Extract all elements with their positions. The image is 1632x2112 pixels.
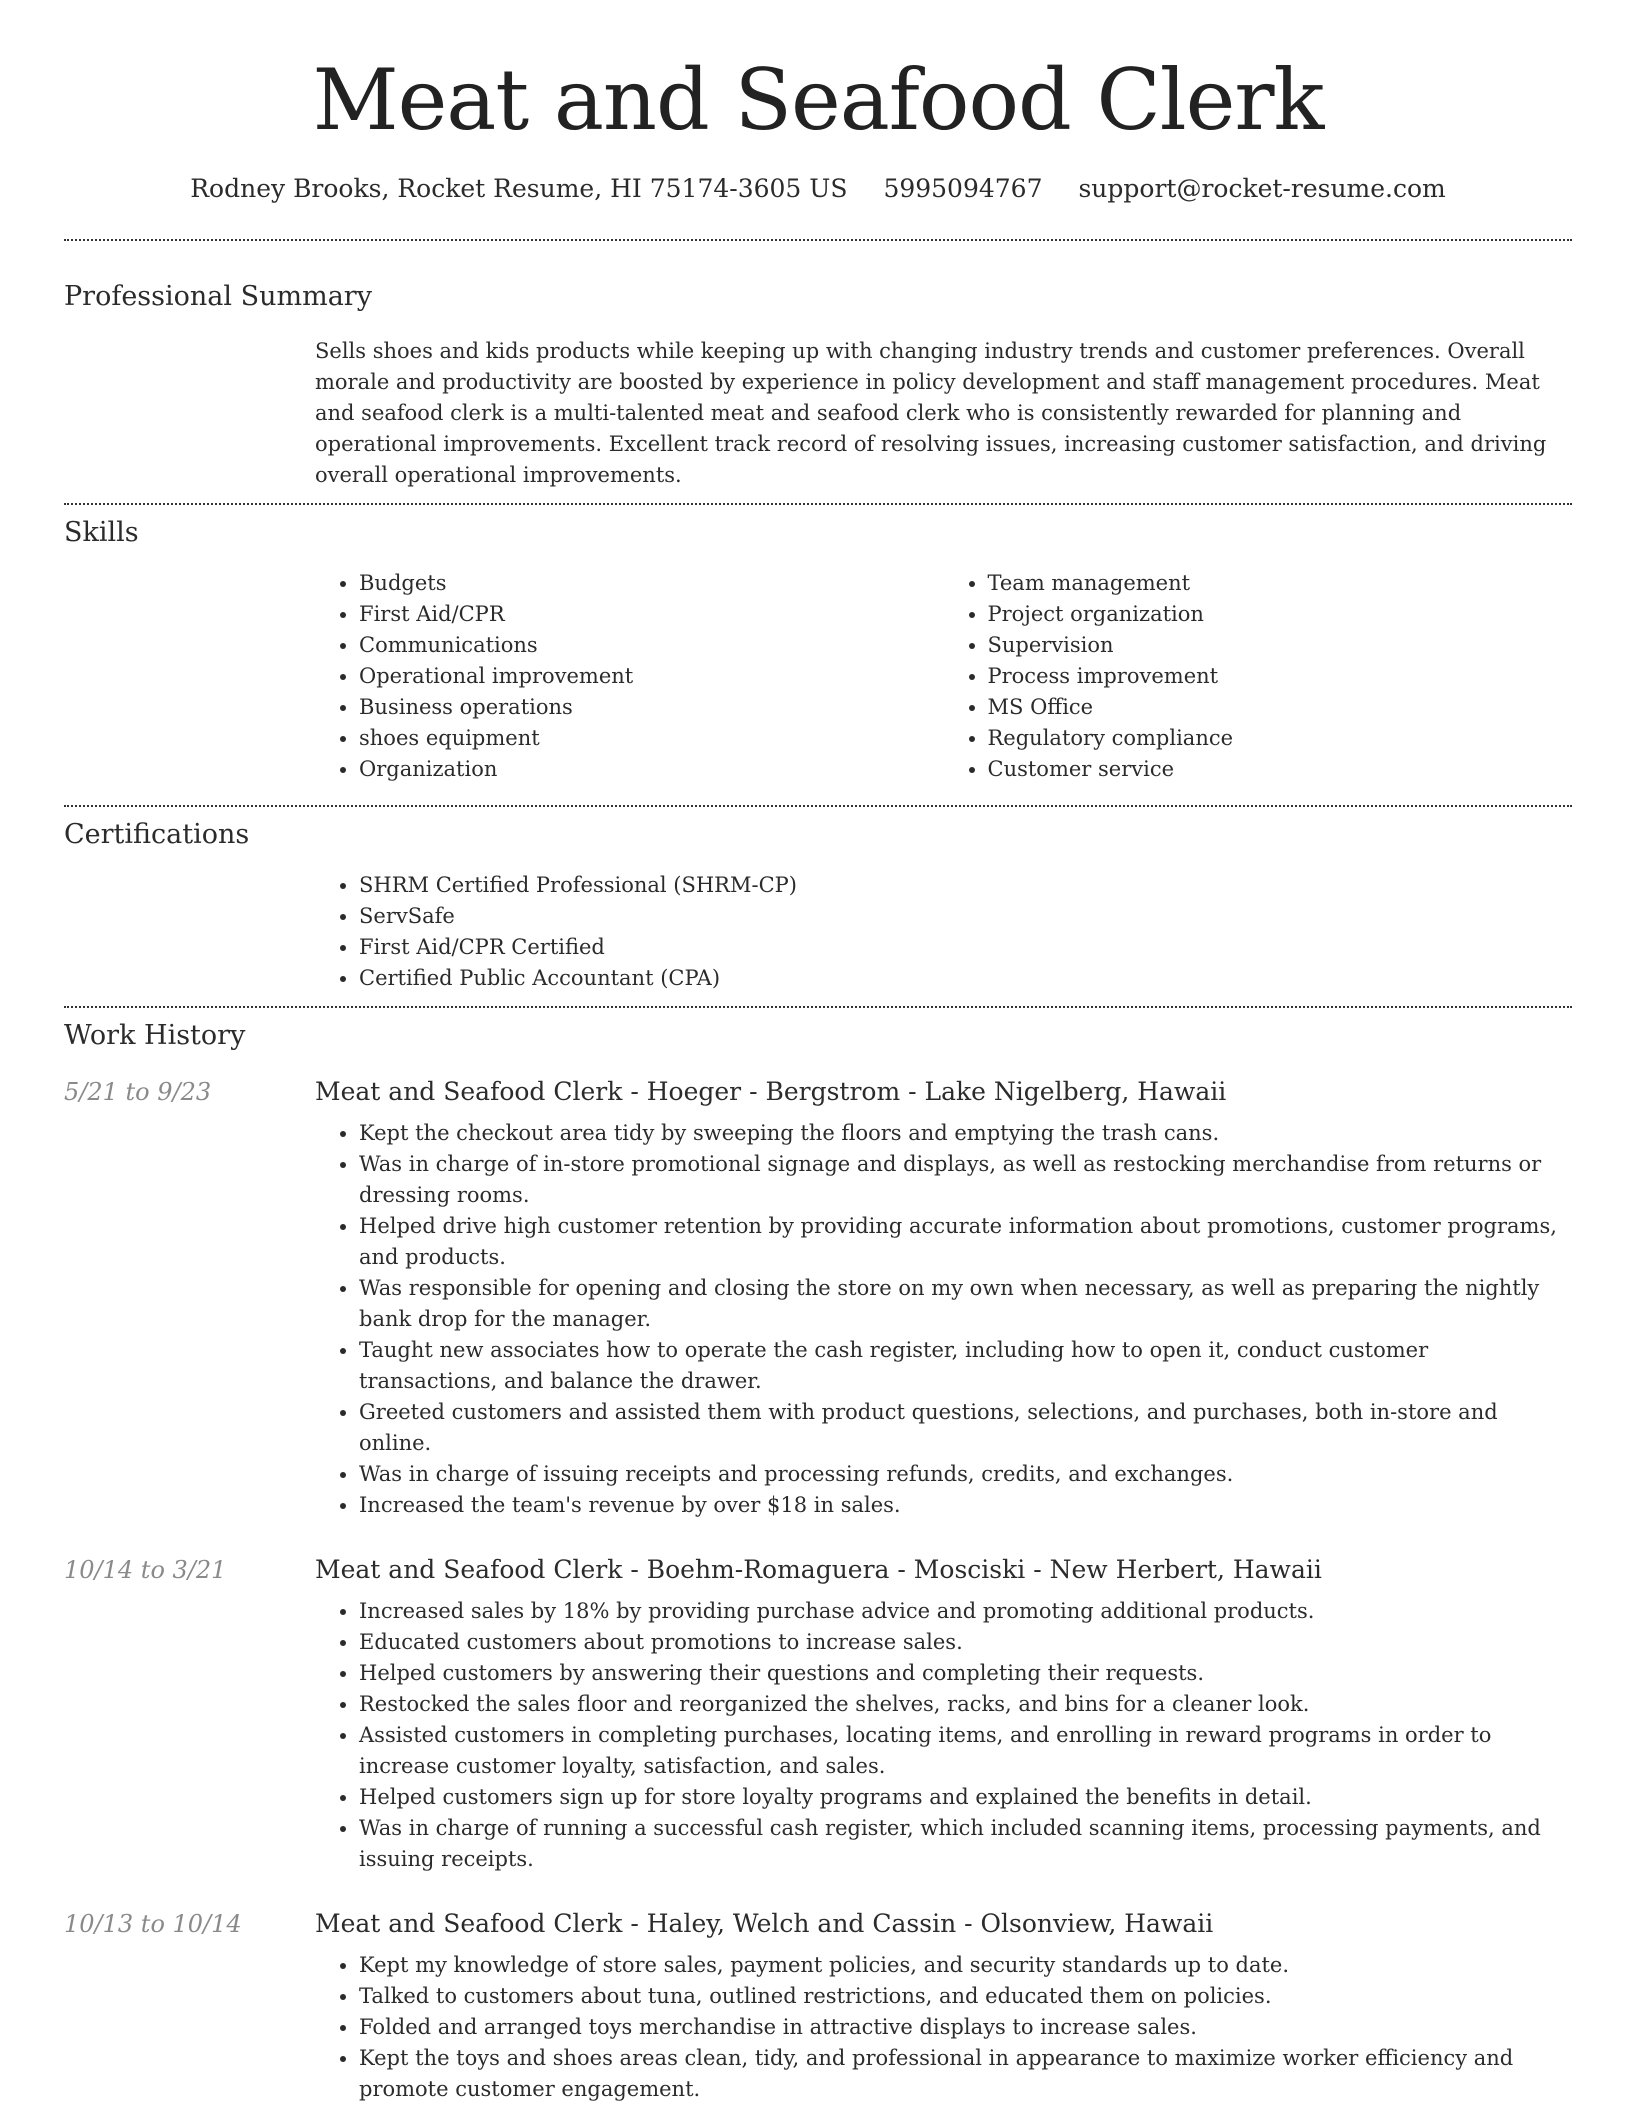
job-bullet: • Helped drive high customer retention by providing accurate information about promotions, customer programs, and products. bbox=[359, 1211, 1572, 1273]
job-bullet: • Restocked the sales floor and reorganized the shelves, racks, and bins for a cleaner look. bbox=[359, 1689, 1572, 1720]
job-bullet: • Greeted customers and assisted them with product questions, selections, and purchases, both in-store and online. bbox=[359, 1397, 1572, 1459]
skill-item: • Supervision bbox=[988, 630, 1573, 661]
certifications-heading: Certifications bbox=[64, 819, 250, 850]
contact-line bbox=[64, 174, 1572, 203]
resume-title: Meat and Seafood Clerk bbox=[312, 51, 1324, 149]
summary-heading: Professional Summary bbox=[64, 281, 372, 312]
certifications-list bbox=[315, 870, 1572, 994]
skill-item: • Team management bbox=[988, 568, 1573, 599]
work-heading: Work History bbox=[64, 1020, 246, 1051]
skills-list-right bbox=[944, 568, 1573, 785]
job-bullet: • Was in charge of issuing receipts and processing refunds, credits, and exchanges. bbox=[359, 1459, 1572, 1490]
skill-item: • MS Office bbox=[988, 692, 1573, 723]
skill-item: • Budgets bbox=[359, 568, 944, 599]
job-entry bbox=[64, 1555, 1572, 1875]
job-title: Meat and Seafood Clerk - Haley, Welch and Cassin - Olsonview, Hawaii bbox=[315, 1909, 1214, 1938]
certification-item: • ServSafe bbox=[359, 901, 1572, 932]
skill-item: • Organization bbox=[359, 754, 944, 785]
job-header bbox=[64, 1909, 1572, 1938]
certifications-section bbox=[64, 807, 1572, 994]
job-dates: 10/14 to 3/21 bbox=[64, 1556, 227, 1584]
skill-item: • Process improvement bbox=[988, 661, 1573, 692]
job-bullet: • Educated customers about promotions to increase sales. bbox=[359, 1627, 1572, 1658]
certifications-body bbox=[315, 870, 1572, 994]
job-title: Meat and Seafood Clerk - Hoeger - Bergstrom - Lake Nigelberg, Hawaii bbox=[315, 1077, 1227, 1106]
job-bullet: • Was in charge of in-store promotional signage and displays, as well as restocking merchandise from returns or dressing rooms. bbox=[359, 1149, 1572, 1211]
job-bullets bbox=[315, 1596, 1572, 1875]
job-bullet: • Increased sales by 18% by providing purchase advice and promoting additional products. bbox=[359, 1596, 1572, 1627]
skills-list-left bbox=[315, 568, 944, 785]
contact-email: support@rocket-resume.com bbox=[1078, 174, 1446, 203]
skill-item: • shoes equipment bbox=[359, 723, 944, 754]
contact-phone: 5995094767 bbox=[883, 174, 1043, 203]
job-bullet: • Talked to customers about tuna, outlined restrictions, and educated them on policies. bbox=[359, 1981, 1572, 2012]
job-bullet: • Was in charge of running a successful cash register, which included scanning items, processing payments, and issuing receipts. bbox=[359, 1813, 1572, 1875]
skills-grid bbox=[315, 568, 1572, 785]
skills-section bbox=[64, 505, 1572, 785]
skill-item: • Customer service bbox=[988, 754, 1573, 785]
skill-item: • Business operations bbox=[359, 692, 944, 723]
job-dates: 5/21 to 9/23 bbox=[64, 1078, 212, 1106]
job-bullet: • Helped customers by answering their questions and completing their requests. bbox=[359, 1658, 1572, 1689]
job-header bbox=[64, 1077, 1572, 1106]
certification-item: • Certified Public Accountant (CPA) bbox=[359, 963, 1572, 994]
work-section bbox=[64, 1008, 1572, 2105]
job-entry bbox=[64, 1077, 1572, 1521]
job-bullets bbox=[315, 1118, 1572, 1521]
job-bullet: • Folded and arranged toys merchandise in attractive displays to increase sales. bbox=[359, 2012, 1572, 2043]
job-bullet: • Increased the team's revenue by over $18 in sales. bbox=[359, 1490, 1572, 1521]
skill-item: • Communications bbox=[359, 630, 944, 661]
certification-item: • SHRM Certified Professional (SHRM-CP) bbox=[359, 870, 1572, 901]
job-title: Meat and Seafood Clerk - Boehm-Romaguera - Mosciski - New Herbert, Hawaii bbox=[315, 1555, 1322, 1584]
job-bullet: • Taught new associates how to operate the cash register, including how to open it, conduct customer transactions, and balance the drawer. bbox=[359, 1335, 1572, 1397]
skills-heading: Skills bbox=[64, 517, 139, 548]
summary-text: Sells shoes and kids products while keeping up with changing industry trends and customer preferences. Overall morale and productivity are boosted by experience in policy development and staff management procedures. Meat and seafood clerk is a multi-talented meat and seafood clerk who is consistently rewarded for planning and operational improvements. Excellent track record of resolving issues, increasing customer satisfaction, and driving overall operational improvements. bbox=[315, 339, 1547, 487]
job-bullet: • Kept the checkout area tidy by sweeping the floors and emptying the trash cans. bbox=[359, 1118, 1572, 1149]
job-bullet: • Assisted customers in completing purchases, locating items, and enrolling in reward programs in order to increase customer loyalty, satisfaction, and sales. bbox=[359, 1720, 1572, 1782]
resume-page bbox=[64, 0, 1572, 2105]
skill-item: • First Aid/CPR bbox=[359, 599, 944, 630]
job-bullet: • Kept the toys and shoes areas clean, tidy, and professional in appearance to maximize worker efficiency and promote customer engagement. bbox=[359, 2043, 1572, 2105]
skill-item: • Regulatory compliance bbox=[988, 723, 1573, 754]
job-bullet: • Was responsible for opening and closing the store on my own when necessary, as well as preparing the nightly bank drop for the manager. bbox=[359, 1273, 1572, 1335]
job-dates: 10/13 to 10/14 bbox=[64, 1910, 242, 1938]
job-bullet: • Kept my knowledge of store sales, payment policies, and security standards up to date. bbox=[359, 1950, 1572, 1981]
skill-item: • Project organization bbox=[988, 599, 1573, 630]
job-bullet: • Helped customers sign up for store loyalty programs and explained the benefits in detail. bbox=[359, 1782, 1572, 1813]
skill-item: • Operational improvement bbox=[359, 661, 944, 692]
job-bullets bbox=[315, 1950, 1572, 2105]
contact-address: Rodney Brooks, Rocket Resume, HI 75174-3605 US bbox=[190, 174, 848, 203]
job-entry bbox=[64, 1909, 1572, 2105]
summary-section bbox=[64, 241, 1572, 491]
job-header bbox=[64, 1555, 1572, 1584]
certification-item: • First Aid/CPR Certified bbox=[359, 932, 1572, 963]
